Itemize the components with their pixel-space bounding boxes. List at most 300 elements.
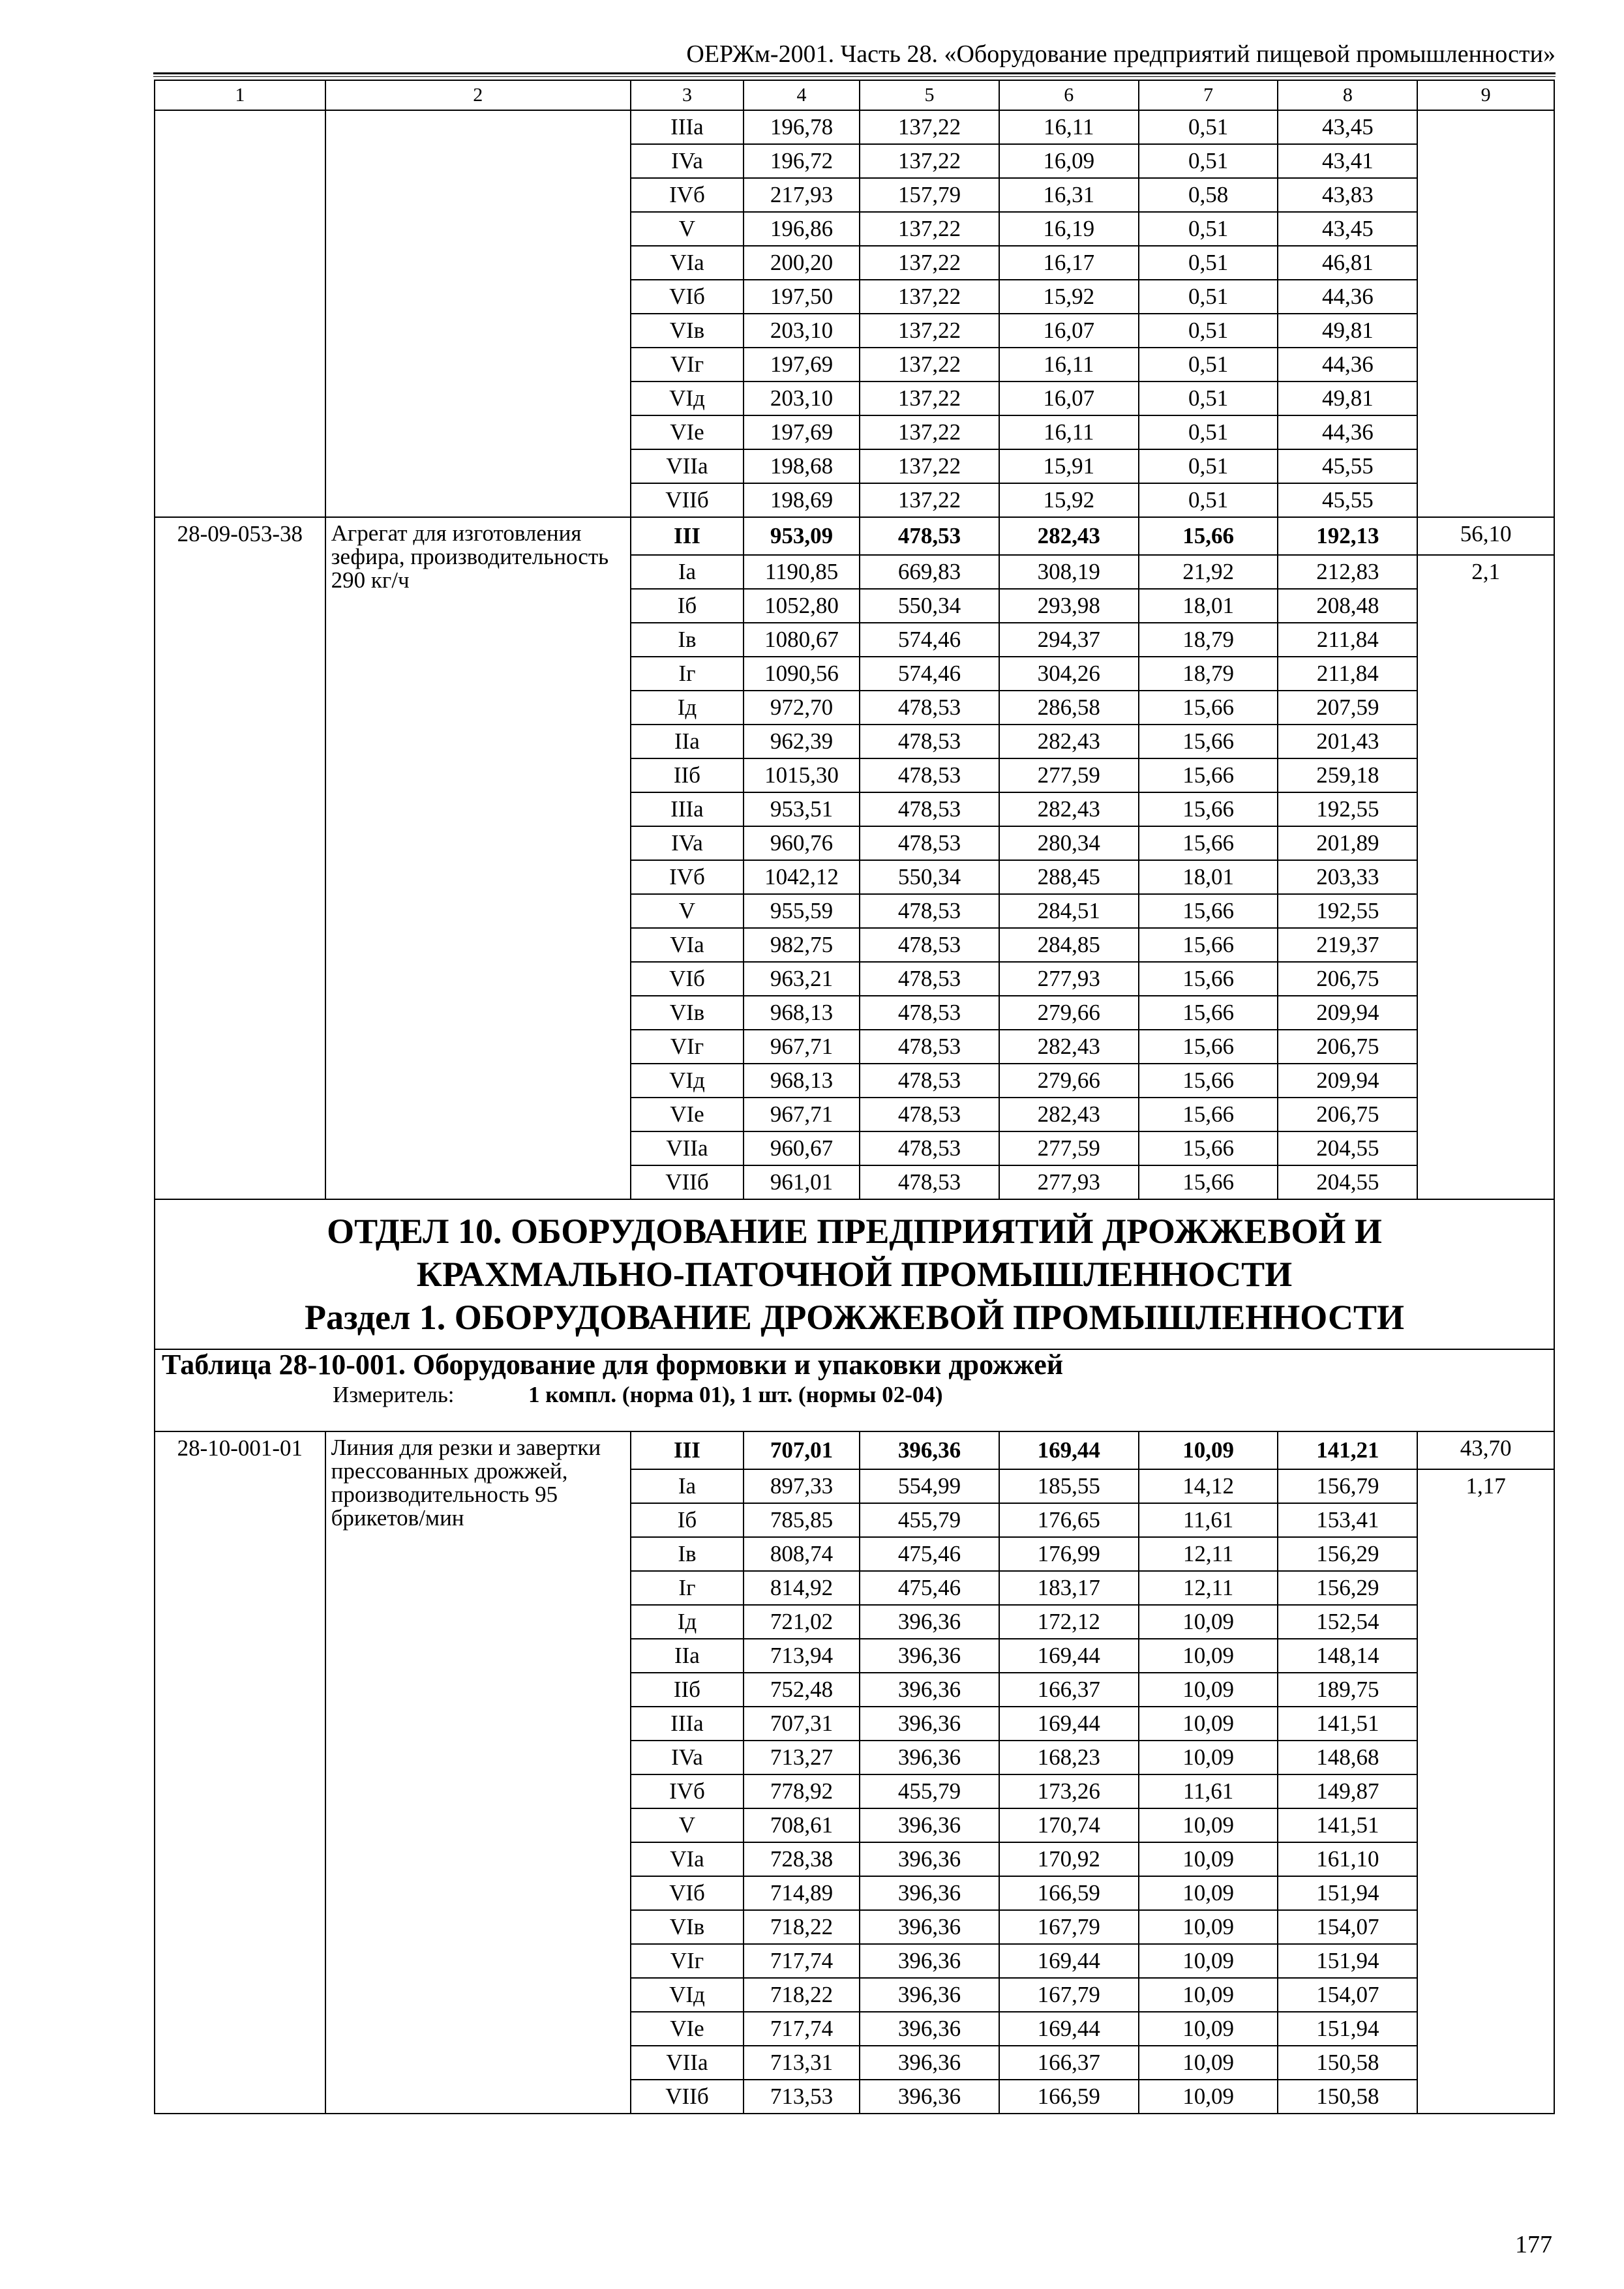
value-cell: 169,44: [999, 1944, 1139, 1978]
value-cell: 396,36: [860, 2046, 999, 2080]
zone-cell: IIIa: [631, 1707, 744, 1741]
value-cell: 169,44: [999, 1431, 1139, 1469]
value-cell: 156,29: [1278, 1537, 1417, 1571]
value-cell: 10,09: [1139, 1741, 1278, 1774]
zone-cell: VIв: [631, 996, 744, 1030]
value-cell: 718,22: [744, 1910, 860, 1944]
value-cell: 148,68: [1278, 1741, 1417, 1774]
value-cell: 284,85: [999, 928, 1139, 962]
value-cell: 963,21: [744, 962, 860, 996]
value-cell: 286,58: [999, 691, 1139, 725]
value-cell: 478,53: [860, 996, 999, 1030]
value-cell: 12,11: [1139, 1537, 1278, 1571]
value-cell: 44,36: [1278, 348, 1417, 382]
value-cell: 396,36: [860, 1639, 999, 1673]
rate-code: 28-10-001-01: [155, 1431, 325, 2114]
value-cell: 18,01: [1139, 589, 1278, 623]
value-cell: 396,36: [860, 1431, 999, 1469]
zone-cell: VIa: [631, 1842, 744, 1876]
col9-value: 2,1: [1417, 555, 1554, 1199]
value-cell: 206,75: [1278, 962, 1417, 996]
value-cell: 44,36: [1278, 280, 1417, 314]
zone-cell: VIIa: [631, 449, 744, 483]
value-cell: 137,22: [860, 144, 999, 178]
value-cell: 968,13: [744, 996, 860, 1030]
column-number: 4: [744, 80, 860, 110]
value-cell: 396,36: [860, 1707, 999, 1741]
value-cell: 10,09: [1139, 1842, 1278, 1876]
value-cell: 0,58: [1139, 178, 1278, 212]
value-cell: 137,22: [860, 382, 999, 415]
zone-cell: V: [631, 1808, 744, 1842]
col9-cell-empty: [1417, 110, 1554, 517]
value-cell: 10,09: [1139, 2046, 1278, 2080]
column-number: 2: [325, 80, 631, 110]
value-cell: 550,34: [860, 860, 999, 894]
value-cell: 170,74: [999, 1808, 1139, 1842]
value-cell: 554,99: [860, 1469, 999, 1503]
value-cell: 478,53: [860, 1064, 999, 1098]
value-cell: 478,53: [860, 691, 999, 725]
value-cell: 10,09: [1139, 1673, 1278, 1707]
value-cell: 0,51: [1139, 483, 1278, 517]
value-cell: 169,44: [999, 2012, 1139, 2046]
zone-cell: III: [631, 517, 744, 555]
zone-cell: VIв: [631, 314, 744, 348]
value-cell: 0,51: [1139, 280, 1278, 314]
value-cell: 16,11: [999, 110, 1139, 144]
value-cell: 192,55: [1278, 792, 1417, 826]
value-cell: 15,66: [1139, 517, 1278, 555]
value-cell: 16,17: [999, 246, 1139, 280]
value-cell: 137,22: [860, 348, 999, 382]
value-cell: 16,11: [999, 415, 1139, 449]
value-cell: 49,81: [1278, 382, 1417, 415]
value-cell: 282,43: [999, 725, 1139, 758]
zone-cell: IIб: [631, 1673, 744, 1707]
value-cell: 15,91: [999, 449, 1139, 483]
value-cell: 455,79: [860, 1774, 999, 1808]
value-cell: 478,53: [860, 1098, 999, 1131]
zone-cell: VIг: [631, 1944, 744, 1978]
value-cell: 0,51: [1139, 314, 1278, 348]
value-cell: 21,92: [1139, 555, 1278, 589]
value-cell: 43,45: [1278, 110, 1417, 144]
zone-cell: IVб: [631, 860, 744, 894]
column-number: 5: [860, 80, 999, 110]
value-cell: 166,59: [999, 2080, 1139, 2114]
value-cell: 478,53: [860, 894, 999, 928]
value-cell: 455,79: [860, 1503, 999, 1537]
section-heading-line: ОТДЕЛ 10. ОБОРУДОВАНИЕ ПРЕДПРИЯТИЙ ДРОЖЖЕВОЙ И: [327, 1212, 1382, 1251]
value-cell: 396,36: [860, 1876, 999, 1910]
equipment-name: Линия для резки и завертки прессованных дрожжей, производительность 95 брикетов/мин: [325, 1431, 631, 2114]
value-cell: 15,66: [1139, 928, 1278, 962]
value-cell: 475,46: [860, 1537, 999, 1571]
value-cell: 396,36: [860, 2012, 999, 2046]
value-cell: 1042,12: [744, 860, 860, 894]
value-cell: 16,11: [999, 348, 1139, 382]
zone-cell: IIa: [631, 725, 744, 758]
value-cell: 1080,67: [744, 623, 860, 657]
value-cell: 203,33: [1278, 860, 1417, 894]
value-cell: 45,55: [1278, 449, 1417, 483]
rates-table-body: [155, 80, 1554, 2114]
column-number: 7: [1139, 80, 1278, 110]
value-cell: 148,14: [1278, 1639, 1417, 1673]
zone-cell: VIe: [631, 415, 744, 449]
value-cell: 1015,30: [744, 758, 860, 792]
value-cell: 201,43: [1278, 725, 1417, 758]
column-number: 8: [1278, 80, 1417, 110]
value-cell: 960,76: [744, 826, 860, 860]
zone-cell: IVa: [631, 1741, 744, 1774]
value-cell: 574,46: [860, 657, 999, 691]
value-cell: 15,66: [1139, 1030, 1278, 1064]
value-cell: 10,09: [1139, 1876, 1278, 1910]
equipment-name: Агрегат для изготовления зефира, производительность 290 кг/ч: [325, 517, 631, 1199]
value-cell: 16,07: [999, 314, 1139, 348]
zone-cell: IVб: [631, 1774, 744, 1808]
value-cell: 15,66: [1139, 894, 1278, 928]
value-cell: 183,17: [999, 1571, 1139, 1605]
value-cell: 167,79: [999, 1978, 1139, 2012]
value-cell: 197,50: [744, 280, 860, 314]
col9-value: 1,17: [1417, 1469, 1554, 2114]
value-cell: 478,53: [860, 792, 999, 826]
value-cell: 478,53: [860, 758, 999, 792]
value-cell: 1052,80: [744, 589, 860, 623]
zone-cell: VIIб: [631, 483, 744, 517]
value-cell: 166,37: [999, 2046, 1139, 2080]
value-cell: 669,83: [860, 555, 999, 589]
value-cell: 196,72: [744, 144, 860, 178]
value-cell: 0,51: [1139, 348, 1278, 382]
value-cell: 308,19: [999, 555, 1139, 589]
value-cell: 396,36: [860, 1605, 999, 1639]
value-cell: 161,10: [1278, 1842, 1417, 1876]
value-cell: 0,51: [1139, 212, 1278, 246]
value-cell: 717,74: [744, 2012, 860, 2046]
value-cell: 15,66: [1139, 792, 1278, 826]
value-cell: 46,81: [1278, 246, 1417, 280]
value-cell: 1090,56: [744, 657, 860, 691]
value-cell: 708,61: [744, 1808, 860, 1842]
value-cell: 211,84: [1278, 623, 1417, 657]
value-cell: 752,48: [744, 1673, 860, 1707]
value-cell: 153,41: [1278, 1503, 1417, 1537]
value-cell: 15,66: [1139, 1098, 1278, 1131]
value-cell: 10,09: [1139, 2080, 1278, 2114]
value-cell: 209,94: [1278, 996, 1417, 1030]
meter-label: Измеритель:: [333, 1382, 455, 1407]
column-number: 9: [1417, 80, 1554, 110]
value-cell: 211,84: [1278, 657, 1417, 691]
value-cell: 189,75: [1278, 1673, 1417, 1707]
value-cell: 478,53: [860, 1030, 999, 1064]
value-cell: 785,85: [744, 1503, 860, 1537]
value-cell: 10,09: [1139, 1639, 1278, 1673]
value-cell: 478,53: [860, 517, 999, 555]
col9-value: 56,10: [1417, 517, 1554, 555]
section-heading-line: Раздел 1. ОБОРУДОВАНИЕ ДРОЖЖЕВОЙ ПРОМЫШЛЕННОСТИ: [305, 1298, 1404, 1337]
value-cell: 953,51: [744, 792, 860, 826]
value-cell: 16,31: [999, 178, 1139, 212]
value-cell: 713,53: [744, 2080, 860, 2114]
value-cell: 18,79: [1139, 623, 1278, 657]
value-cell: 0,51: [1139, 144, 1278, 178]
value-cell: 396,36: [860, 1842, 999, 1876]
value-cell: 10,09: [1139, 1808, 1278, 1842]
zone-cell: III: [631, 1431, 744, 1469]
value-cell: 12,11: [1139, 1571, 1278, 1605]
value-cell: 961,01: [744, 1165, 860, 1199]
value-cell: 277,59: [999, 758, 1139, 792]
value-cell: 478,53: [860, 725, 999, 758]
value-cell: 15,66: [1139, 996, 1278, 1030]
value-cell: 15,66: [1139, 826, 1278, 860]
value-cell: 152,54: [1278, 1605, 1417, 1639]
value-cell: 168,23: [999, 1741, 1139, 1774]
rates-table: [154, 80, 1555, 2114]
value-cell: 550,34: [860, 589, 999, 623]
value-cell: 137,22: [860, 314, 999, 348]
value-cell: 10,09: [1139, 2012, 1278, 2046]
zone-cell: VIв: [631, 1910, 744, 1944]
value-cell: 170,92: [999, 1842, 1139, 1876]
value-cell: 0,51: [1139, 449, 1278, 483]
value-cell: 478,53: [860, 928, 999, 962]
value-cell: 150,58: [1278, 2080, 1417, 2114]
value-cell: 206,75: [1278, 1098, 1417, 1131]
code-cell-empty: [155, 110, 325, 517]
value-cell: 176,65: [999, 1503, 1139, 1537]
zone-cell: IVa: [631, 144, 744, 178]
zone-cell: Iд: [631, 1605, 744, 1639]
value-cell: 157,79: [860, 178, 999, 212]
zone-cell: VIa: [631, 246, 744, 280]
value-cell: 49,81: [1278, 314, 1417, 348]
value-cell: 219,37: [1278, 928, 1417, 962]
column-numbers-row: [155, 80, 1554, 110]
value-cell: 204,55: [1278, 1165, 1417, 1199]
value-cell: 44,36: [1278, 415, 1417, 449]
value-cell: 277,59: [999, 1131, 1139, 1165]
value-cell: 15,92: [999, 280, 1139, 314]
value-cell: 156,79: [1278, 1469, 1417, 1503]
value-cell: 196,78: [744, 110, 860, 144]
value-cell: 962,39: [744, 725, 860, 758]
zone-cell: VIг: [631, 348, 744, 382]
value-cell: 18,79: [1139, 657, 1278, 691]
table-row: [155, 517, 1554, 555]
value-cell: 279,66: [999, 1064, 1139, 1098]
value-cell: 10,09: [1139, 1605, 1278, 1639]
value-cell: 707,01: [744, 1431, 860, 1469]
zone-cell: Iд: [631, 691, 744, 725]
value-cell: 717,74: [744, 1944, 860, 1978]
value-cell: 16,07: [999, 382, 1139, 415]
zone-cell: IIIa: [631, 792, 744, 826]
value-cell: 10,09: [1139, 1944, 1278, 1978]
value-cell: 197,69: [744, 415, 860, 449]
value-cell: 282,43: [999, 517, 1139, 555]
zone-cell: IIб: [631, 758, 744, 792]
value-cell: 15,66: [1139, 725, 1278, 758]
value-cell: 814,92: [744, 1571, 860, 1605]
meter-text: 1 компл. (норма 01), 1 шт. (нормы 02-04): [528, 1382, 943, 1407]
section-row: [155, 1199, 1554, 1349]
value-cell: 396,36: [860, 1910, 999, 1944]
value-cell: 396,36: [860, 1673, 999, 1707]
value-cell: 141,51: [1278, 1808, 1417, 1842]
value-cell: 10,09: [1139, 1978, 1278, 2012]
value-cell: 43,83: [1278, 178, 1417, 212]
value-cell: 294,37: [999, 623, 1139, 657]
value-cell: 217,93: [744, 178, 860, 212]
value-cell: 778,92: [744, 1774, 860, 1808]
value-cell: 137,22: [860, 449, 999, 483]
value-cell: 201,89: [1278, 826, 1417, 860]
value-cell: 43,45: [1278, 212, 1417, 246]
zone-cell: Iб: [631, 589, 744, 623]
value-cell: 277,93: [999, 1165, 1139, 1199]
value-cell: 185,55: [999, 1469, 1139, 1503]
value-cell: 714,89: [744, 1876, 860, 1910]
value-cell: 967,71: [744, 1098, 860, 1131]
table-row: [155, 110, 1554, 144]
value-cell: 167,79: [999, 1910, 1139, 1944]
value-cell: 721,02: [744, 1605, 860, 1639]
value-cell: 1190,85: [744, 555, 860, 589]
value-cell: 0,51: [1139, 382, 1278, 415]
value-cell: 968,13: [744, 1064, 860, 1098]
value-cell: 478,53: [860, 962, 999, 996]
value-cell: 173,26: [999, 1774, 1139, 1808]
zone-cell: VIIa: [631, 2046, 744, 2080]
value-cell: 15,66: [1139, 691, 1278, 725]
value-cell: 284,51: [999, 894, 1139, 928]
zone-cell: Iв: [631, 623, 744, 657]
zone-cell: IVб: [631, 178, 744, 212]
zone-cell: V: [631, 212, 744, 246]
zone-cell: VIб: [631, 1876, 744, 1910]
value-cell: 156,29: [1278, 1571, 1417, 1605]
value-cell: 197,69: [744, 348, 860, 382]
value-cell: 15,66: [1139, 1064, 1278, 1098]
value-cell: 713,94: [744, 1639, 860, 1673]
value-cell: 396,36: [860, 2080, 999, 2114]
value-cell: 137,22: [860, 212, 999, 246]
value-cell: 176,99: [999, 1537, 1139, 1571]
value-cell: 713,31: [744, 2046, 860, 2080]
value-cell: 10,09: [1139, 1910, 1278, 1944]
zone-cell: IVa: [631, 826, 744, 860]
value-cell: 137,22: [860, 415, 999, 449]
value-cell: 198,68: [744, 449, 860, 483]
zone-cell: V: [631, 894, 744, 928]
value-cell: 718,22: [744, 1978, 860, 2012]
value-cell: 141,51: [1278, 1707, 1417, 1741]
value-cell: 11,61: [1139, 1503, 1278, 1537]
value-cell: 10,09: [1139, 1431, 1278, 1469]
value-cell: 192,13: [1278, 517, 1417, 555]
zone-cell: VIIa: [631, 1131, 744, 1165]
section-heading: [155, 1199, 1554, 1349]
value-cell: 478,53: [860, 1165, 999, 1199]
value-cell: 0,51: [1139, 415, 1278, 449]
value-cell: 713,27: [744, 1741, 860, 1774]
value-cell: 137,22: [860, 246, 999, 280]
value-cell: 18,01: [1139, 860, 1278, 894]
value-cell: 151,94: [1278, 1876, 1417, 1910]
table-title: Таблица 28-10-001. Оборудование для формовки и упаковки дрожжей: [162, 1349, 1064, 1381]
zone-cell: VIг: [631, 1030, 744, 1064]
zone-cell: Ia: [631, 1469, 744, 1503]
value-cell: 0,51: [1139, 110, 1278, 144]
value-cell: 728,38: [744, 1842, 860, 1876]
value-cell: 11,61: [1139, 1774, 1278, 1808]
value-cell: 198,69: [744, 483, 860, 517]
value-cell: 953,09: [744, 517, 860, 555]
value-cell: 207,59: [1278, 691, 1417, 725]
value-cell: 196,86: [744, 212, 860, 246]
value-cell: 16,09: [999, 144, 1139, 178]
column-number: 3: [631, 80, 744, 110]
value-cell: 396,36: [860, 1944, 999, 1978]
zone-cell: VIIб: [631, 1165, 744, 1199]
value-cell: 897,33: [744, 1469, 860, 1503]
value-cell: 151,94: [1278, 1944, 1417, 1978]
name-cell-empty: [325, 110, 631, 517]
value-cell: 45,55: [1278, 483, 1417, 517]
value-cell: 150,58: [1278, 2046, 1417, 2080]
rate-code: 28-09-053-38: [155, 517, 325, 1199]
value-cell: 574,46: [860, 623, 999, 657]
zone-cell: IIa: [631, 1639, 744, 1673]
value-cell: 169,44: [999, 1707, 1139, 1741]
value-cell: 293,98: [999, 589, 1139, 623]
value-cell: 396,36: [860, 1741, 999, 1774]
header-rule-thin: [153, 76, 1556, 77]
value-cell: 982,75: [744, 928, 860, 962]
zone-cell: VIIб: [631, 2080, 744, 2114]
zone-cell: VIa: [631, 928, 744, 962]
zone-cell: Iг: [631, 657, 744, 691]
zone-cell: VIб: [631, 962, 744, 996]
value-cell: 396,36: [860, 1978, 999, 2012]
value-cell: 15,66: [1139, 758, 1278, 792]
value-cell: 282,43: [999, 1098, 1139, 1131]
value-cell: 279,66: [999, 996, 1139, 1030]
value-cell: 15,66: [1139, 1131, 1278, 1165]
value-cell: 478,53: [860, 1131, 999, 1165]
value-cell: 16,19: [999, 212, 1139, 246]
running-header: ОЕРЖм-2001. Часть 28. «Оборудование предприятий пищевой промышленности»: [686, 40, 1556, 68]
header-rule: [153, 72, 1556, 74]
value-cell: 192,55: [1278, 894, 1417, 928]
zone-cell: IIIa: [631, 110, 744, 144]
value-cell: 0,51: [1139, 246, 1278, 280]
value-cell: 166,37: [999, 1673, 1139, 1707]
zone-cell: VIд: [631, 1978, 744, 2012]
zone-cell: VIe: [631, 1098, 744, 1131]
value-cell: 209,94: [1278, 1064, 1417, 1098]
zone-cell: VIб: [631, 280, 744, 314]
value-cell: 141,21: [1278, 1431, 1417, 1469]
value-cell: 14,12: [1139, 1469, 1278, 1503]
value-cell: 955,59: [744, 894, 860, 928]
